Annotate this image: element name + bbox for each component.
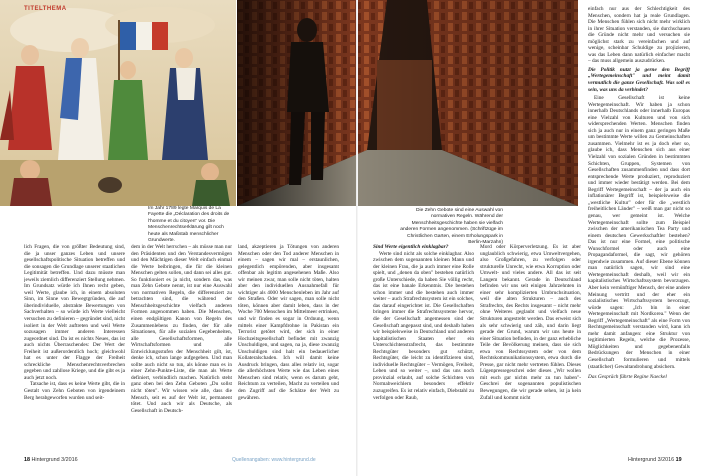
question-heading: Sind Werte eigentlich einklagbar? [373, 244, 449, 250]
commandments-photo [237, 0, 578, 206]
left-col1-paragraph-1: lich Fragen, die von größter Bedeutung sind, die ja unser ganzes Leben und unsere gesellschaftspolitische Situation betreffen und die sonsagen die Grundlage unserer staatlichen Legitimität betreffen. Und dazu müsste man jeweils ziemlich differenziert Stellung nehmen. Im Grundsatz würde ich Ihnen recht geben, weil Werte, glaube ich, in einem absoluten Sinn, im Sinne von Bewegtgründen, die auf überindividuelle, abstrakte Bewertungen von Sachverhalten – so würde ich Werte vielleicht versuchen zu definieren – gegründet sind, nicht isoliert in der Welt auftreten und weil Werte sozusagen immer anderen Interessen zugeordnet sind. Da ist es nichts Neues, das ist auch nichts Überraschendes: Der Wert der Freiheit ist außerordentlich hoch; gleichwohl hat es unter der Flagge der Freiheit schreckliche Menschenrechtsverbrechen gegeben und zahllose Kriege, und die gibt es ja auch jetzt noch. [24, 244, 125, 381]
right-column-1 [373, 244, 474, 452]
left-col1-paragraph-2: Tatsache ist, dass es keine Werte gibt, die in Gestalt von Zehn Geboten von irgendeinem Berg herabgeworfen wurden und seit- [24, 381, 125, 401]
interview-answer: Eine Gesellschaft ist keine Wertegemeinschaft. Wir haben ja schon innerhalb Deutschlands oder innerhalb Europas eine Vielzahl von Kulturen und von sich widersprechenden Werten. Menschen finden sich ja auch nur in einem ganz geringen Maße um bestimmte Werte willen zu Gemeinschaften zusammen. Vielmehr ist es ja doch eher so, glaube ich, dass Menschen sich aus einer Vielzahl von sozialen Gründen in bestimmten Schichten, Gruppen, Systemen von Gesellschaften zusammenfinden und dass dort entsprechende Werte produziert, reproduziert und immer wieder bestätigt werden. Bei dem Begriff Wertegemeinschaft – der ja auch ein inflationärer Begriff ist, beispielsweise die „westliche Kultur" oder für die „westlich freiheitlichen Länder" – weiß man gar nicht so genau, wer gemeint ist. Welche Wertegemeinschaft sollte zum Beispiel zwischen der amerikanischen Tea Party und einem deutschen Gewerkschaftler bestehen? Das ist nur eine Formel, eine politische Wunschformel oder auch eine Propagandaformel, die sagt, wir gehören irgendwie zusammen. Auf dieser Ebene können man natürlich sagen, wir sind eine Wertegemeinschaft deshalb, weil wir ein kapitalistisches Wirtschaftssystem bevorzugen. Aber kein vernünftiger Mensch, der eine andere Meinung vertritt und der eher ein sozialistisches Wirtschaftssystem bevorzugt, würde sagen: „Ich bin in einer Wertegemeinschaft mit Nordkorea." Wenn der Begriff „Wertegemeinschaft" als eine Form von Rechtsgemeinschaft verstanden wird, kann ich mehr damit anfangen: eine Struktur von legitimierten Regeln, welche die Prozesse, Möglichkeiten und gegebenenfalls Bedrückungen der Menschen in einer Gesellschaft formulieren und mittels (staatlicher) Gewaltandrohung absichern. [588, 95, 690, 370]
revolution-painting [0, 0, 236, 206]
left-column-2 [131, 244, 232, 452]
right-col2-paragraph-1: Mord oder Körperverletzung. Es ist aber unglaublich schwierig, etwa Umweltvergehen, also Großgefahren, zu verfolgen oder strukturelle Unrecht, wie etwa Korruption oder Umwelt- und vieles andere. All das ist seit Langem bekannt. Gerade in Deutschland befinden wir uns seit einigen Jahrzehnten in einer sehr komplizierten Umbruchsituation, weil die alten Strukturen – auch des Strafrechts, des Rechts insgesamt – nicht mehr ohne Weiteres geglaubt und vielfach neue Strukturen angestrebt werden. Das erweist sich als sehr schwierig und zäh, und darin liegt gerade der Grund, warum wir uns heute in einer Situation befinden, in der ganz erhebliche Teile der Bevölkerung meinen, dass sie sich etwa von Rechtssystem oder von dem Rechtskommunikationssystem, etwa durch die Presse, gar nicht mehr vertreten fühlen. Dieses Lügenpressegeschrei oder dieses „Wir wollen mit euch gar nichts mehr zu tun haben"-Geschrei der sogenannten populistischen Bewegungen, die wir gerade sehen, ist ja kein Zufall und kommt nicht [480, 244, 581, 401]
interview-question: Die Politik nutzt ja gerne den Begriff „Wertegemeinschaft" und meint damit vermutlich die ganze Gesellschaft. Was soll es sein, was uns da verbindet? [588, 66, 690, 93]
right-column-2 [480, 244, 581, 452]
right-column-3 [588, 6, 690, 452]
section-kicker: TITELTHEMA [24, 6, 67, 12]
painting-caption: Im Jahr 1789 legte Marquis de La Fayette die „Déclaration des droits de l'homme et du citoyen" vor. Die Menschenrechtserklärung gilt noch heute als Maßstab menschlicher Grundwerte. [148, 206, 230, 244]
left-column-3 [238, 244, 339, 452]
page-gutter [356, 0, 358, 476]
right-issue-label: Hintergrund 3/2016 [628, 457, 675, 463]
right-col1-paragraph-1: Werte sind nicht als solche einklagbar. Also zwischen dem sogenannten kleinen Mann und der kleinen Frau, die ja auch immer eine Rolle spielt, und „denen da oben" bestehen natürlich große Unterschiede, da haben Sie völlig recht, das ist eine banale Erkenntnis. Die bestehen schon immer und die bestehen auch immer weiter – auch Strafrechtssystem ist ein solches, das darauf eingerichtet ist. Die Gesellschaften bringen immer die Strafrechtssysteme hervor, die der Gesellschaft angemessen sind der Gesellschaft angepasst sind, und deshalb haben wir beispielsweise in Deutschland und anderen kapitalistischen Staaten eher ein Unterschichtenstrafrecht, das bestimmte Rechtsgüter besonders gut schützt, Rechtsgüter, die leicht zu identifizieren sind, individuelle Rechtsgüter – Vermögen, Freiheit, Leben und so weiter –, und das uns noch provinzial erlaubt, auf solche Schichten von Normabweichlern besonders effektiv zuzugreifen. Es ist relativ einfach, Diebstahl zu verfolgen oder Raub, [373, 250, 474, 401]
footer-url[interactable]: Quellenangaben: www.hintergrund.de [232, 457, 316, 463]
photo-caption: Die Zehn Gebote sind eine Auswahl von normativen Regeln. Während der Menschheitsgeschichte haben sie vielfach anderen Formen angenommen. (Schriftzüge im Christlichen Garten, einem Erholungspark in Berlin-Marzahn) [400, 208, 503, 246]
right-page-number: 19 [675, 457, 682, 463]
right-col3-intro: einfach nur aus der Schlechtigkeit des Menschen, sondern hat ja reale Grundlagen. Die Menschen fühlen sich nicht mehr wirklich in ihrer Situation verstanden, sie durchschauen die Gründe nicht mehr und versuchen sie möglichst stark zu vereinfachen und auf wenige, scheinbar Schuldige zu projizieren, was das Leben dann natürlich einfacher macht – das muss allgemein auszudrücken. [588, 6, 690, 65]
left-footer [24, 457, 78, 463]
right-footer [628, 457, 682, 463]
left-column-1 [24, 244, 125, 452]
left-issue-label: Hintergrund 3/2016 [31, 457, 78, 463]
interview-signature: Das Gespräch führte Regine Naeckel [588, 374, 667, 381]
left-col2-paragraph-1: dem in der Welt herrschen – als müsse man nur den Präsidenten und den Verstandesvermögen und den Mächtigen dieser Welt einfach einmal die Werte beibringen, die für die kleinen Menschen gelten sollen, und dann sei alles gut. So funktioniert es ja nicht, sondern das, was man Zehn Gebote nennt, ist nur eine Auswahl von normativen Regeln, die differenziert zu betrachten sind, die während der Menschheitsgeschichte vielfach anderen Formen angenommen haben. Die Menschen, einen endgültigen Kanon von Regeln des Zusammenlebens zu finden, der für alle Situationen, für alle sozialen Gegebenheiten, alle Gesellschaftsformen, alle Wirtschaftsformen und alle Entwicklungsstufen der Menschheit gilt, ist, denke ich, schon lange aufgegeben. Und man sollte auch nicht so tun, als könne man es in einer Zehn-Punkte-Liste, die man als Werte definiert, verbindlich machen. Natürlich steht ganz oben bei den Zehn Geboten „Du sollst nicht töten". Wir wissen wie alle, dass die Mensch, seit es auf der Welt ist, permanent tötet. Und auch wir als Deutsche, als Gesellschaft in Deutsch- [131, 244, 232, 414]
left-col3-paragraph-1: land, akzeptieren ja Tötungen von anderen Menschen oder den Tod anderer Menschen in einem – sagen wir mal – erstaunlichen, gelegentlich empörenden, aber insgesamt offenbar als legitim angesehenen Maße. Also wir meinen zwar, man solle nicht töten, halten aber den individuellen Ausnahmefall für wichtiger als 4000 Menschenleben im Jahr auf den Straßen. Oder wir sagen, man solle nicht töten, können aber damit leben, dass in der Woche 700 Menschen im Mittelmeer ertrinken, und wir finden es sogar in Ordnung, wenn mittels einer Kampfdrohne in Pakistan ein Terrorist getötet wird, der sich in einer Hochzeitsgesellschaft befindet mit zwanzig Unschuldigen, und sagen, na ja, diese zwanzig Unschuldigen sind halt ein bedauerlicher Kollateralschaden. Ich will damit keine Ausdruck bringen, dass alles relativ ist, sogar die allerhöchsten Werte wie das Leben eines Menschen sind relativ, wenn es darum geht, Reichtum zu verteilen, Macht zu verteilen und den Zugriff auf die Schätze der Welt zu gewähren. [238, 244, 339, 401]
left-page-number: 18 [24, 457, 30, 463]
